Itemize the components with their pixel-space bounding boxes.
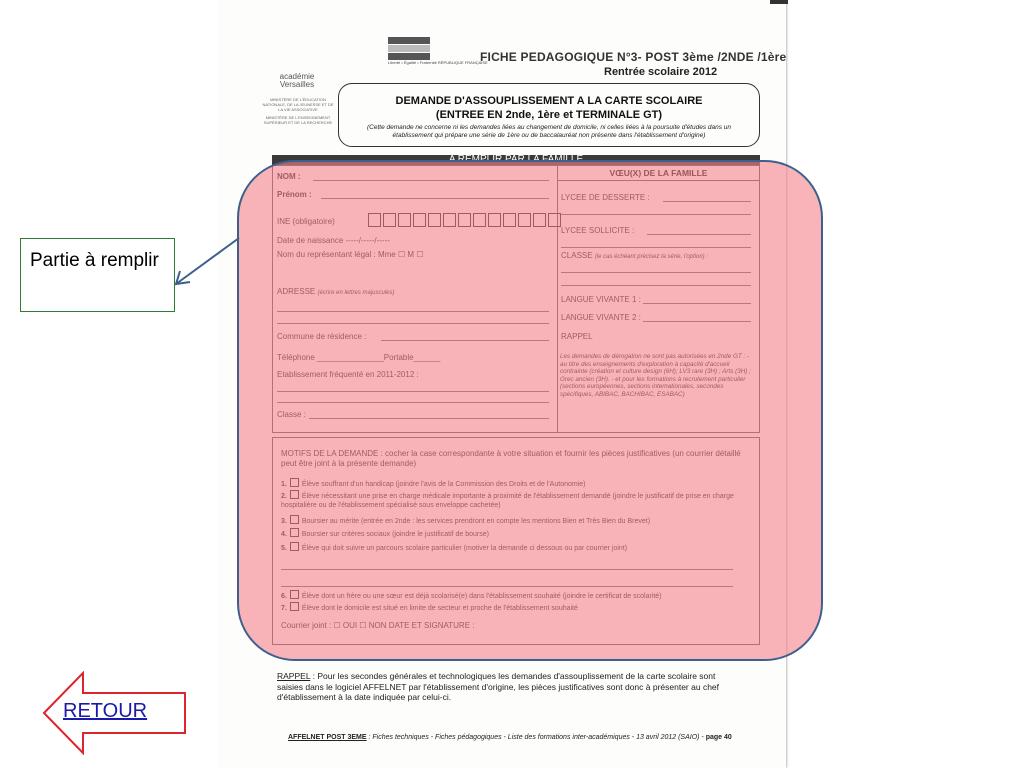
demande-subtitle: (ENTREE EN 2nde, 1ère et TERMINALE GT)	[435, 109, 663, 121]
page-edge-marker	[770, 0, 788, 4]
demande-title: DEMANDE D'ASSOUPLISSEMENT A LA CARTE SCOLAIRE	[395, 95, 703, 107]
page-footer: AFFELNET POST 3EME : Fiches techniques - Fiches pédagogiques - Liste des formations inter-académiques - 13 avril 2012 (SAIO) - page 40	[288, 734, 732, 741]
ministeres-block	[262, 97, 334, 128]
highlight-zone	[237, 160, 823, 661]
retour-label[interactable]: RETOUR	[63, 700, 148, 722]
republique-francaise-logo	[388, 37, 430, 59]
callout-box	[20, 238, 175, 312]
rappel-label: RAPPEL	[277, 671, 311, 681]
callout-text: Partie à remplir	[30, 250, 159, 271]
ministere-education: MINISTÈRE DE L'ÉDUCATION NATIONALE, DE LA JEUNESSE ET DE LA VIE ASSOCIATIVE	[262, 97, 334, 112]
retour-button[interactable]	[41, 671, 189, 755]
logo-caption: Liberté • Égalité • Fraternité RÉPUBLIQUE FRANÇAISE	[388, 60, 488, 65]
ministere-enseignement: MINISTÈRE DE L'ENSEIGNEMENT SUPÉRIEUR ET DE LA RECHERCHE	[263, 115, 333, 125]
demande-scope-note: (Cette demande ne concerne ni les demandes liées au changement de domicile, ni celles liées à la poursuite d'études dans un établissement qui prépare une série de 1ère ou de baccalauréat non présente dans l'établissement d'origine)	[366, 124, 732, 139]
rappel-paragraph: RAPPEL : Pour les secondes générales et technologiques les demandes d'assouplissement de la carte scolaire sont saisies dans le logiciel AFFELNET par l'établissement d'origine, les pièces justificatives sont donc à présenter au chef d'établissement à la date indiquée par celui-ci.	[277, 671, 720, 702]
demande-title-box	[338, 83, 760, 147]
page-number: page 40	[705, 734, 732, 741]
rentree-label: Rentrée scolaire 2012	[604, 66, 718, 78]
fiche-title: FICHE PEDAGOGIQUE N°3- POST 3ème /2NDE /1ère	[480, 50, 787, 64]
academie-logo: académie Versailles	[279, 72, 315, 89]
footer-label: AFFELNET POST 3EME	[288, 734, 367, 741]
